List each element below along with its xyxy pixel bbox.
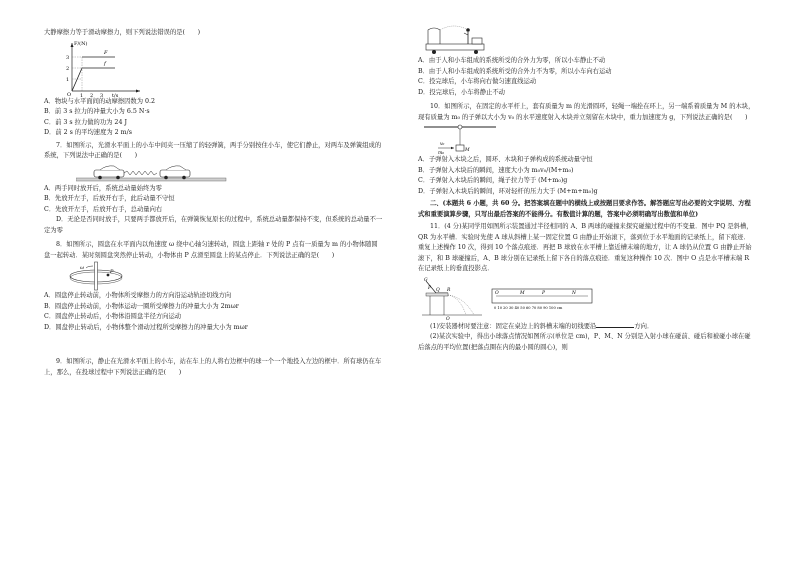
graph-ytick-1: 1 [66, 76, 70, 83]
graph-ytick-2: 2 [66, 65, 70, 72]
q6-option-d: D．前 2 s 的平均速度为 2 m/s [44, 129, 132, 136]
q10-option-c: C．子弹射入木块后的瞬间，绳子拉力等于 (M+m₀)g [418, 177, 568, 184]
q11-sub1-tail: 方向． [634, 322, 654, 330]
q8-option-b: B．圆盘停止转动前，小物体运动一圈所受摩擦力的冲量大小为 2mωr [44, 302, 239, 310]
q6-option-a: A．物块与水平面间的动摩擦因数为 0.2 [44, 97, 156, 105]
q7-stem: 7．如图所示，光滑水平面上的小车中间夹一压缩了的轻弹簧，两手分别按住小车，使它们静止，对两车及弹簧组成的系统，下列说法中正确的是( ) [44, 141, 382, 159]
apparatus-label-o: O [446, 316, 450, 321]
q8-option-d: D．圆盘停止转动后，小物体整个滑动过程所受摩擦力的冲量大小为 mωr [44, 323, 248, 331]
ring-M-label: M [465, 148, 470, 153]
q6-option-c: C．前 3 s 拉力做的功为 24 J [44, 118, 127, 126]
q10-stem: 10．如图所示，在固定的水平杆上，套有质量为 m 的光滑圆环，轻绳一端拴在环上，另一端系着质量为 M 的木块，现有质量为 m₀ 的子弹以大小为 v₀ 的水平速度射入木块并立刻留在木块中，重力加速度为 g，下列说法正确的是( ) [418, 103, 755, 121]
q10-option-d: D．子弹射入木块后的瞬间，环对轻杆的压力大于 (M+m+m₀)g [418, 187, 598, 195]
q9-option-a: A．由于人和小车组成的系统所受的合外力为零，所以小车静止不动 [418, 57, 606, 64]
ring-v0-label: v₀ [440, 142, 445, 147]
ring-rod-figure [422, 123, 756, 155]
q6-intro: 大静摩擦力等于滑动摩擦力，则下列说法错误的是( ) [44, 29, 201, 36]
record-label-m: M [520, 290, 525, 296]
q9-option-d: D．投完球后，小车将静止不动 [418, 88, 505, 96]
graph-xtick-1: 1 [80, 92, 84, 97]
q9-option-b: B．由于人和小车组成的系统所受的合外力不为零，所以小车向右运动 [418, 67, 612, 75]
record-scale: 0 10 20 30 40 50 60 70 80 90 100 cm [494, 305, 563, 310]
apparatus-label-p: P [428, 285, 432, 291]
q11-sub1 [418, 321, 756, 333]
disk-figure [66, 261, 384, 291]
section-2-heading: 二、(本题共 6 小题，共 60 分。把答案填在题中的横线上或按题目要求作答。解答题应写出必要的文字说明、方程式和重要演算步骤，只写出最后答案的不能得分。有数值计算的题，答案中必须明确写出数值和单位) [418, 200, 751, 218]
apparatus-label-g: G [424, 277, 428, 283]
q7-option-d: D．无论是否同时放手，只要两手都放开后，在弹簧恢复原长的过程中，系统总动量都保持不变，但系统的总动量不一定为零 [44, 216, 383, 234]
apparatus-svg [422, 275, 602, 321]
carts-svg [76, 162, 236, 184]
graph-x-label: t/s [112, 92, 119, 97]
disk-omega-label: ω [80, 265, 85, 271]
graph-curve-label: F [104, 49, 108, 56]
cart-person-figure [424, 22, 756, 56]
q11-sub2: (2)某次实验中，得出小球落点情况如图所示(单位是 cm)，P、M、N 分别是入射小球在碰前、碰后和被碰小球在碰后落点的平均位置(把落点圈在内的最小圆的圆心)，则 [418, 333, 751, 351]
cart-person-svg [424, 22, 494, 56]
q10-option-a: A．子弹射入木块之后，圆环、木块和子弹构成的系统动量守恒 [418, 156, 593, 163]
apparatus-label-r: R [447, 287, 451, 293]
q10-option-b: B．子弹射入木块后的瞬间，速度大小为 m₀v₀/(M+m₀) [418, 166, 574, 174]
graph-xtick-3: 3 [100, 92, 104, 97]
q8-option-c: C．圆盘停止转动后，小物体沿圆盘半径方向运动 [44, 313, 182, 320]
record-label-p: P [542, 290, 546, 296]
disk-svg [66, 261, 136, 291]
apparatus-label-q: Q [436, 287, 440, 293]
right-column [418, 28, 756, 353]
ft-graph-svg [60, 39, 150, 97]
graph-y-label: F/(N) [74, 40, 88, 47]
left-column [44, 28, 384, 378]
q9-option-c: C．投完球后，小车将向右做匀速直线运动 [418, 78, 537, 85]
q9-stem: 9．如图所示，静止在光滑水平面上的小车，站在车上的人将右边框中的球一个一个地投入左边的框中．所有球仍在车上，那么，在投球过程中下列说法正确的是( ) [44, 358, 382, 376]
q11-answer-blank[interactable] [596, 321, 634, 328]
graph-ytick-3: 3 [66, 54, 70, 61]
graph-origin: O [67, 91, 72, 97]
record-label-o: O [495, 290, 499, 296]
q11-stem: 11．(4 分)某同学用如图所示装置通过半径相同的 A、B 两球的碰撞来探究碰撞过程中的不变量．图中 PQ 是斜槽，QR 为水平槽．实验时先使 A 球从斜槽上某一固定位置 G 由静止开始滚下，落到位于水平地面的记录纸上，留下痕迹．重复上述操作 10 次，得到 10 个落点痕迹．再把 B 球放在水平槽上靠近槽末端的地方，让 A 球仍从位置 G 由静止开始滚下，和 B 球碰撞后，A、B 球分别在记录纸上留下各自的落点痕迹．重复这种操作 10 次．图中 O 点是水平槽末端 R 在记录纸上的垂直投影点． [418, 223, 753, 272]
q7-option-a: A．两手同时放开后，系统总动量始终为零 [44, 184, 162, 192]
q11-sub1-text: (1)安装器材时要注意：固定在桌边上的斜槽末端的切线要沿 [430, 322, 597, 330]
graph-friction-label: f [104, 60, 106, 67]
q7-option-b: B．先放开左手，后放开右手，此后动量不守恒 [44, 195, 175, 202]
carts-spring-figure [76, 162, 384, 184]
force-time-graph [60, 39, 384, 97]
q6-option-b: B．前 3 s 拉力的冲量大小为 6.5 N·s [44, 108, 150, 115]
record-label-n: N [572, 290, 576, 296]
disk-p-label: P [110, 269, 114, 275]
q8-option-a: A．圆盘停止转动前，小物体所受摩擦力的方向沿运动轨迹切线方向 [44, 292, 232, 299]
ring-rod-svg [422, 123, 502, 155]
ring-m0-label: m₀ [438, 151, 445, 155]
q7-option-c: C．先放开左手，后放开右手，总动量向右 [44, 205, 163, 213]
q8-stem: 8．如图所示，圆盘在水平面内以角速度 ω 绕中心轴匀速转动，圆盘上距轴 r 处的 P 点有一质量为 m 的小物体随圆盘一起转动．某时刻圆盘突然停止转动，小物体由 P 点滑至圆盘上的某点停止．下列说法正确的是( ) [44, 241, 378, 259]
collision-apparatus-figure [422, 275, 756, 321]
graph-xtick-2: 2 [90, 92, 94, 97]
